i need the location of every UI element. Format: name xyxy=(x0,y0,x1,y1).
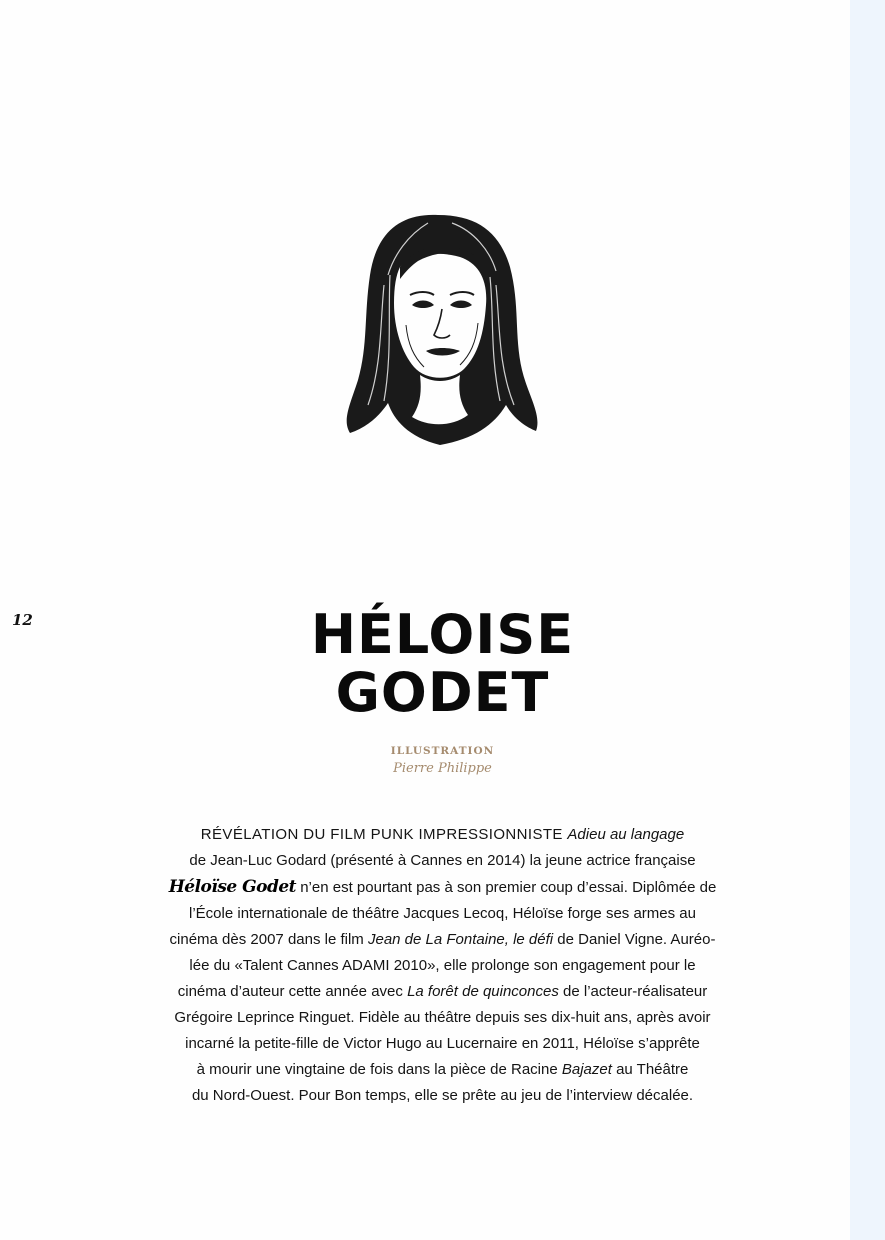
title-line-2: GODET xyxy=(335,661,550,724)
page-title xyxy=(0,603,885,724)
bio-line xyxy=(140,979,745,1005)
bio-paragraph xyxy=(140,822,745,1109)
play-title: Bajazet xyxy=(561,1061,612,1078)
bio-line: l’École internationale de théâtre Jacques Lecoq, Héloïse forge ses armes au xyxy=(189,905,696,922)
bio-line: lée du «Talent Cannes ADAMI 2010», elle prolonge son engagement pour le xyxy=(189,957,696,974)
bio-text: cinéma dès 2007 dans le film xyxy=(169,931,368,948)
signature-name: Héloïse Godet xyxy=(168,877,297,897)
bio-caps-lead: RÉVÉLATION DU FILM PUNK IMPRESSIONNISTE xyxy=(200,826,568,843)
bio-text: n’en est pourtant pas à son premier coup d’essai. Diplômée de xyxy=(296,879,717,896)
illustration-credit xyxy=(0,745,885,776)
bio-text: cinéma d’auteur cette année avec xyxy=(177,983,408,1000)
film-title: La forêt de quinconces xyxy=(407,983,559,1000)
credit-name: Pierre Philippe xyxy=(393,761,492,776)
bio-line xyxy=(140,927,745,953)
page-number: 12 xyxy=(12,611,33,629)
bio-line xyxy=(140,822,745,848)
bio-text: au Théâtre xyxy=(611,1061,689,1078)
bio-text: de Daniel Vigne. Auréo- xyxy=(553,931,716,948)
film-title: Jean de La Fontaine, le défi xyxy=(367,931,554,948)
bio-line: incarné la petite-fille de Victor Hugo au Lucernaire en 2011, Héloïse s’apprête xyxy=(185,1035,700,1052)
title-line-1: HÉLOISE xyxy=(310,603,575,666)
bio-line: Grégoire Leprince Ringuet. Fidèle au théâtre depuis ses dix-huit ans, après avoir xyxy=(174,1009,711,1026)
bio-text: à mourir une vingtaine de fois dans la pièce de Racine xyxy=(196,1061,562,1078)
bio-line xyxy=(140,1057,745,1083)
credit-label: ILLUSTRATION xyxy=(390,745,495,757)
bio-line: du Nord-Ouest. Pour Bon temps, elle se prête au jeu de l’interview décalée. xyxy=(191,1087,694,1104)
bio-line xyxy=(140,874,745,901)
bio-text: de l’acteur-réalisateur xyxy=(558,983,708,1000)
portrait-illustration-icon xyxy=(328,205,548,450)
bio-line: de Jean-Luc Godard (présenté à Cannes en 2014) la jeune actrice française xyxy=(189,852,696,869)
film-title: Adieu au langage xyxy=(567,826,685,843)
